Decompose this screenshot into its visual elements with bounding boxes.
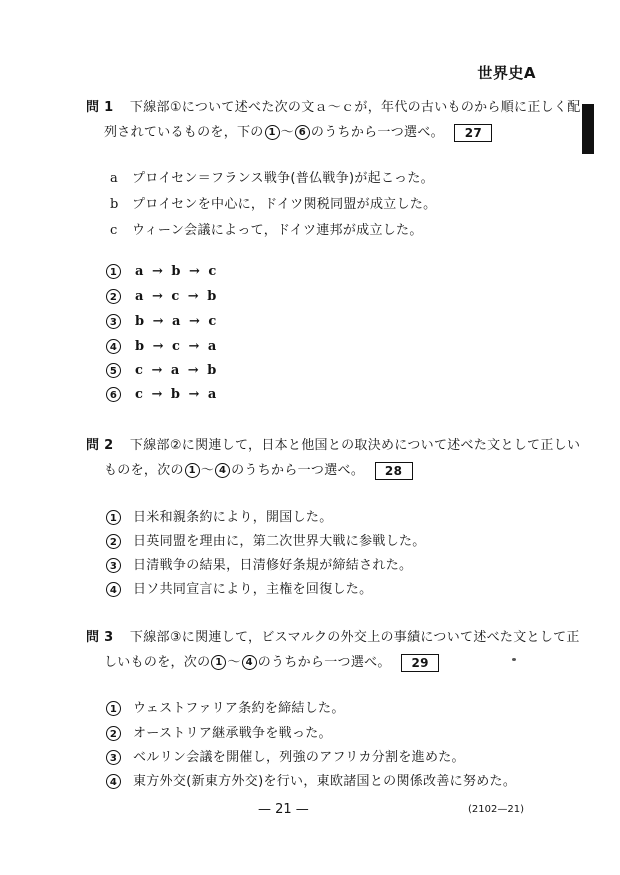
option-text: ウェストファリア条約を締結した。 <box>133 701 345 716</box>
q1-statement-c <box>110 219 423 238</box>
q1-range-end-circled-number: 6 <box>295 125 310 140</box>
q3-line2-post: のうちから一つ選べ。 <box>257 655 391 670</box>
subject-title: 世界史A <box>477 64 536 82</box>
option-sequence: a → b → c <box>135 264 219 279</box>
circled-number-icon: 2 <box>106 534 121 549</box>
q2-range-start-circled-number: 1 <box>185 463 200 478</box>
q1-option-5[interactable] <box>106 363 218 378</box>
q1-line1 <box>86 96 581 115</box>
q3-range-end-circled-number: 4 <box>242 655 257 670</box>
q2-option-3[interactable] <box>106 554 412 573</box>
q1-statement-b <box>110 193 436 212</box>
option-sequence: c → b → a <box>135 387 219 402</box>
page-number: — 21 — <box>258 802 309 817</box>
q2-line1 <box>86 434 580 453</box>
circled-number-icon: 1 <box>106 701 121 716</box>
circled-number-icon: 1 <box>106 510 121 525</box>
q3-option-2[interactable] <box>106 722 332 741</box>
q3-option-1[interactable] <box>106 697 345 716</box>
q2-option-1[interactable] <box>106 506 333 525</box>
option-text: ベルリン会議を開催し，列強のアフリカ分割を進めた。 <box>133 750 465 765</box>
circled-number-icon: 3 <box>106 750 121 765</box>
q2-answer-box[interactable]: 28 <box>375 462 413 480</box>
circled-number-icon: 1 <box>106 264 121 279</box>
q1-option-1[interactable] <box>106 264 218 279</box>
q2-range-tilde: ～ <box>200 463 215 478</box>
q1-statement-a <box>110 167 434 186</box>
q1-line2 <box>104 121 492 142</box>
circled-number-icon: 6 <box>106 387 121 402</box>
q1-line2-post: のうちから一つ選べ。 <box>310 125 444 140</box>
q2-range-end-circled-number: 4 <box>215 463 230 478</box>
q2-text-line1: 下線部②に関連して，日本と他国との取決めについて述べた文として正しい <box>129 438 581 453</box>
q1-range-tilde: ～ <box>280 125 294 140</box>
circled-number-icon: 5 <box>106 363 121 378</box>
q3-line1 <box>86 626 580 645</box>
circled-number-icon: 2 <box>106 289 121 304</box>
circled-number-icon: 4 <box>106 774 121 789</box>
option-sequence: b → a → c <box>135 314 219 329</box>
q2-line2-post: のうちから一つ選べ。 <box>231 463 365 478</box>
statement-letter: b <box>110 197 119 212</box>
q3-answer-box[interactable]: 29 <box>401 654 439 672</box>
option-text: 東方外交(新東方外交)を行い，東欧諸国との関係改善に努めた。 <box>133 774 517 789</box>
circled-number-icon: 3 <box>106 314 121 329</box>
statement-letter: a <box>110 171 119 186</box>
scan-speck <box>512 658 516 661</box>
q2-line2-pre: ものを，次の <box>104 463 184 478</box>
q2-option-2[interactable] <box>106 530 426 549</box>
circled-number-icon: 4 <box>106 339 121 354</box>
q3-line2 <box>104 651 439 672</box>
q1-label: 問 1 <box>86 100 114 115</box>
option-text: 日英同盟を理由に，第二次世界大戦に参戦した。 <box>133 534 426 549</box>
q2-option-4[interactable] <box>106 578 372 597</box>
q1-line2-pre: 列されているものを，下の <box>104 125 264 140</box>
q1-option-3[interactable] <box>106 314 218 329</box>
option-text: オーストリア継承戦争を戦った。 <box>133 726 332 741</box>
q1-option-2[interactable] <box>106 289 218 304</box>
q1-option-4[interactable] <box>106 339 218 354</box>
statement-text: プロイセンを中心に，ドイツ関税同盟が成立した。 <box>132 197 437 212</box>
q3-range-tilde: ～ <box>227 655 241 670</box>
q1-answer-box[interactable]: 27 <box>454 124 492 142</box>
option-text: 日清戦争の結果，日清修好条規が締結された。 <box>133 558 413 573</box>
q3-text-line1: 下線部③に関連して，ビスマルクの外交上の事績について述べた文として正 <box>129 630 580 645</box>
option-sequence: a → c → b <box>135 289 219 304</box>
option-sequence: b → c → a <box>135 339 219 354</box>
statement-text: ウィーン会議によって，ドイツ連邦が成立した。 <box>132 223 423 238</box>
page-edge-tab-marker <box>582 104 594 154</box>
option-text: 日米和親条約により，開国した。 <box>133 510 333 525</box>
q1-text-line1: 下線部①について述べた次の文ａ～ｃが，年代の古いものから順に正しく配 <box>129 100 581 115</box>
document-code: (2102—21) <box>468 804 524 815</box>
circled-number-icon: 2 <box>106 726 121 741</box>
q3-line2-pre: しいものを，次の <box>104 655 211 670</box>
circled-number-icon: 3 <box>106 558 121 573</box>
option-text: 日ソ共同宣言により，主権を回復した。 <box>133 582 373 597</box>
q1-option-6[interactable] <box>106 387 218 402</box>
option-sequence: c → a → b <box>135 363 219 378</box>
q3-option-3[interactable] <box>106 746 465 765</box>
q3-option-4[interactable] <box>106 770 516 789</box>
q2-label: 問 2 <box>86 438 114 453</box>
q3-label: 問 3 <box>86 630 114 645</box>
statement-letter: c <box>110 223 118 238</box>
q3-range-start-circled-number: 1 <box>211 655 226 670</box>
circled-number-icon: 4 <box>106 582 121 597</box>
q1-range-start-circled-number: 1 <box>265 125 280 140</box>
statement-text: プロイセン＝フランス戦争(普仏戦争)が起こった。 <box>132 171 434 186</box>
q2-line2 <box>104 459 413 480</box>
